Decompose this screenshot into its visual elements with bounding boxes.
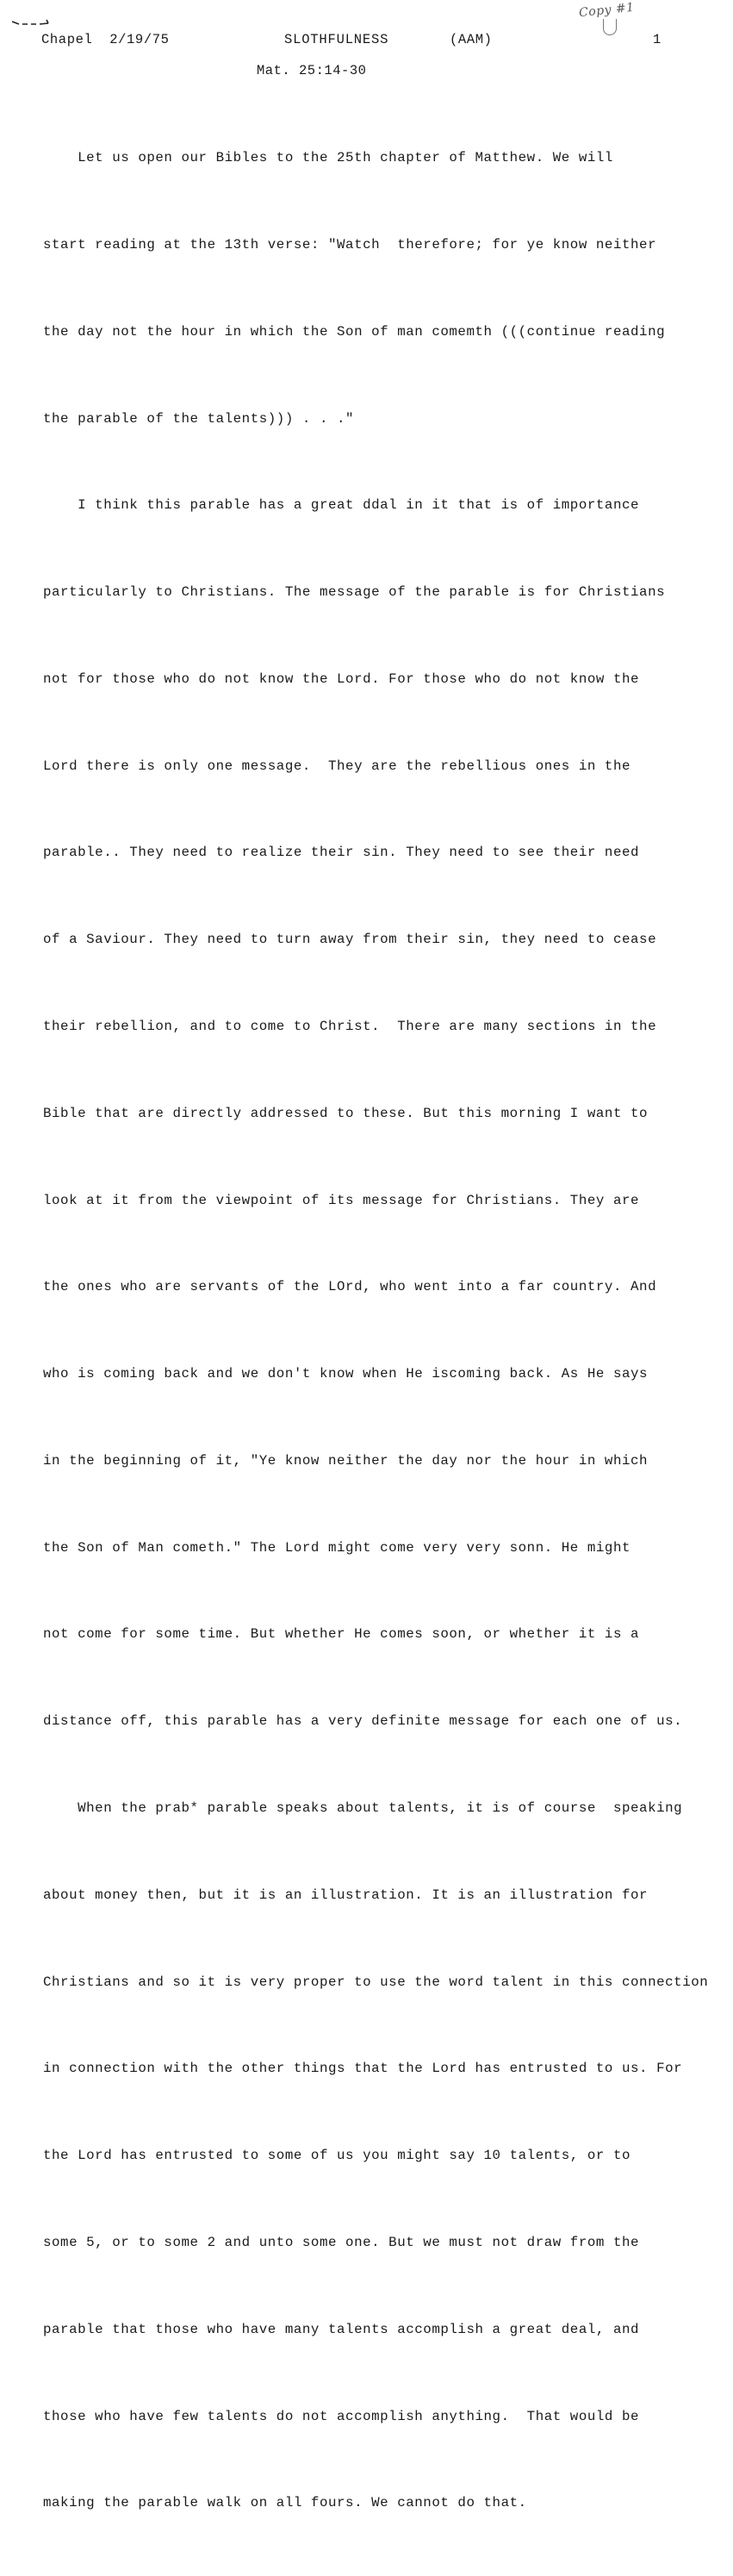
header-chapel-date: Chapel 2/19/75 (41, 32, 170, 47)
text-line: Christians and so it is very proper to use the word talent in this connection (43, 1974, 709, 1990)
scripture-reference: Mat. 25:14-30 (257, 63, 367, 78)
text-line: the parable of the talents))) . . ." (43, 410, 355, 427)
text-line: about money then, but it is an illustration. It is an illustration for (43, 1887, 649, 1903)
text-line: parable.. They need to realize their sin. They need to see their need (43, 845, 640, 861)
corner-mark (10, 18, 52, 27)
text-line: Lord there is only one message. They are the rebellious ones in the (43, 758, 631, 774)
text-line: Bible that are directly addressed to these. But this morning I want to (43, 1105, 649, 1121)
sermon-body (43, 86, 724, 2576)
sermon-title: SLOTHFULNESS (284, 32, 389, 47)
text-line: those who have few talents do not accomplish anything. That would be (43, 2408, 640, 2424)
text-line: the Son of Man cometh." The Lord might come very very sonn. He might (43, 1539, 631, 1556)
speaker-code: (AAM) (450, 32, 493, 47)
handwritten-mark (603, 19, 617, 35)
text-line: not come for some time. But whether He comes soon, or whether it is a (43, 1626, 640, 1643)
text-line: their rebellion, and to come to Christ. There are many sections in the (43, 1019, 657, 1034)
text-line: particularly to Christians. The message of the parable is for Christians (43, 584, 666, 601)
text-line: of a Saviour. They need to turn away from their sin, they need to cease (43, 932, 657, 948)
text-line: some 5, or to some 2 and unto some one. But we must not draw from the (43, 2234, 640, 2250)
text-line: not for those who do not know the Lord. For those who do not know the (43, 671, 640, 687)
text-line: in the beginning of it, "Ye know neither the day nor the hour in which (43, 1452, 649, 1469)
text-line: When the prab* parable speaks about talents, it is of course speaking (43, 1800, 683, 1817)
text-line: start reading at the 13th verse: "Watch therefore; for ye know neither (43, 236, 657, 253)
text-line: Let us open our Bibles to the 25th chapter of Matthew. We will (43, 150, 613, 166)
text-line: I think this parable has a great ddal in it that is of importance (43, 497, 640, 514)
text-line: in connection with the other things that the Lord has entrusted to us. For (43, 2061, 683, 2077)
text-line: distance off, this parable has a very definite message for each one of us. (43, 1713, 683, 1730)
page-number: 1 (653, 32, 662, 47)
text-line: who is coming back and we don't know when He iscoming back. As He says (43, 1366, 649, 1382)
text-line: the ones who are servants of the LOrd, who went into a far country. And (43, 1279, 657, 1295)
text-line: making the parable walk on all fours. We cannot do that. (43, 2495, 527, 2511)
text-line: look at it from the viewpoint of its message for Christians. They are (43, 1192, 640, 1208)
handwritten-note: Copy #1 (578, 0, 636, 21)
text-line: the day not the hour in which the Son of man comemth (((continue reading (43, 323, 666, 340)
text-line: the Lord has entrusted to some of us you might say 10 talents, or to (43, 2148, 631, 2164)
text-line: parable that those who have many talents accomplish a great deal, and (43, 2321, 640, 2337)
